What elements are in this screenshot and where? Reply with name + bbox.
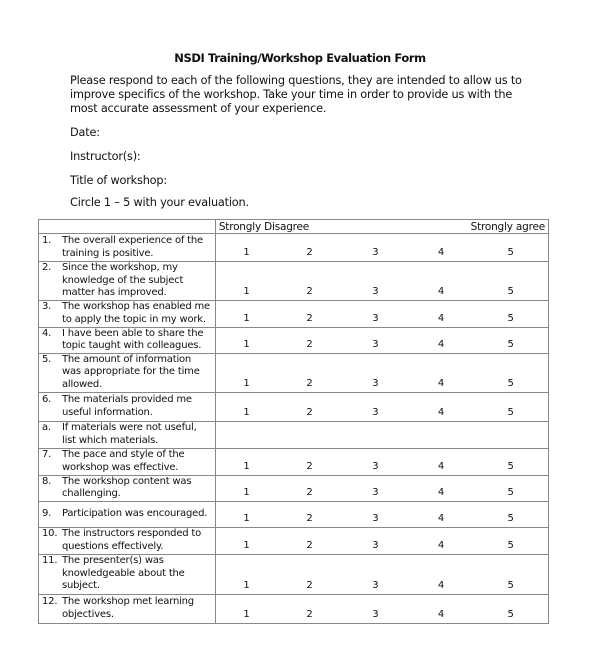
question-text: Since the workshop, my knowledge of the subject matter has improved. — [62, 262, 184, 298]
rating-option-4[interactable]: 4 — [437, 460, 445, 472]
rating-option-2[interactable]: 2 — [306, 579, 313, 591]
rating-option-5[interactable]: 5 — [473, 501, 548, 527]
rating-option-1[interactable]: 1 — [243, 460, 250, 472]
question-text: The workshop content was challenging. — [62, 475, 192, 499]
question-number: 5. — [42, 353, 52, 365]
question-cell — [39, 594, 216, 623]
rating-option-5[interactable]: 5 — [473, 300, 548, 327]
table-row — [39, 353, 549, 392]
rating-option-2[interactable]: 2 — [306, 377, 313, 389]
question-number: 11. — [42, 555, 58, 567]
rating-option-3[interactable]: 3 — [372, 377, 379, 389]
intro-text: Please respond to each of the following questions, they are intended to allow us to improve specifics of the workshop. Take your time in order to provide us with the most accurate assessment of your experience. — [70, 74, 522, 115]
rating-option-1[interactable]: 1 — [243, 608, 250, 620]
rating-option-4[interactable]: 4 — [437, 285, 445, 297]
question-number: 4. — [42, 327, 52, 339]
rating-option-5[interactable]: 5 — [473, 234, 548, 262]
question-number: 1. — [42, 235, 52, 246]
rating-option-1[interactable]: 1 — [243, 579, 250, 591]
question-number: 7. — [42, 449, 52, 460]
question-cell — [39, 554, 216, 594]
question-text: The workshop met learning objectives. — [62, 596, 194, 620]
rating-option-2[interactable]: 2 — [306, 539, 313, 551]
table-row — [39, 448, 549, 475]
question-cell — [39, 475, 216, 501]
date-field: Date: — [70, 126, 100, 139]
rating-option-1[interactable]: 1 — [243, 512, 250, 524]
rating-option-3[interactable]: 3 — [372, 486, 379, 498]
rating-option-4[interactable]: 4 — [437, 608, 445, 620]
question-number: 9. — [42, 507, 52, 519]
rating-option-5[interactable]: 5 — [473, 327, 548, 353]
table-row — [39, 501, 549, 527]
question-cell — [39, 353, 216, 392]
rating-option-2[interactable]: 2 — [306, 512, 313, 524]
table-row — [39, 392, 549, 421]
rating-option-4[interactable]: 4 — [437, 247, 445, 258]
rating-option-1[interactable]: 1 — [243, 539, 250, 551]
rating-option-5[interactable]: 5 — [473, 475, 548, 501]
rating-option-2[interactable]: 2 — [306, 312, 313, 324]
rating-option-4[interactable]: 4 — [437, 312, 445, 324]
rating-option-3[interactable]: 3 — [372, 312, 379, 324]
evaluation-table — [38, 219, 549, 624]
rating-option-1[interactable]: 1 — [243, 338, 250, 350]
rating-option-5[interactable]: 5 — [473, 448, 548, 475]
rating-option-2[interactable]: 2 — [306, 285, 313, 297]
table-row — [39, 421, 549, 448]
workshop-title-field: Title of workshop: — [70, 174, 167, 187]
rating-option-5[interactable]: 5 — [473, 527, 548, 554]
rating-option-2[interactable]: 2 — [306, 406, 313, 418]
table-header-row — [39, 220, 549, 234]
strongly-disagree-label: Strongly Disagree — [215, 220, 408, 234]
rating-option-2[interactable]: 2 — [306, 486, 313, 498]
table-row — [39, 527, 549, 554]
rating-option-5[interactable]: 5 — [473, 262, 548, 301]
question-text: I have been able to share the topic taught with colleagues. — [62, 327, 204, 351]
rating-option-2[interactable]: 2 — [306, 247, 313, 258]
rating-option-4[interactable]: 4 — [437, 512, 445, 524]
question-number: 10. — [42, 528, 58, 539]
instructor-field: Instructor(s): — [70, 150, 141, 163]
rating-option-1[interactable]: 1 — [243, 285, 250, 297]
strongly-agree-label: Strongly agree — [409, 220, 549, 234]
question-cell — [39, 392, 216, 421]
rating-option-2[interactable]: 2 — [306, 338, 313, 350]
rating-option-1[interactable]: 1 — [243, 247, 250, 258]
question-cell — [39, 262, 216, 301]
rating-option-1[interactable]: 1 — [243, 486, 250, 498]
table-row — [39, 262, 549, 301]
question-text: If materials were not useful, list which materials. — [62, 422, 197, 446]
rating-option-2[interactable]: 2 — [306, 608, 313, 620]
rating-option-3[interactable]: 3 — [372, 539, 379, 551]
table-row — [39, 594, 549, 623]
question-cell — [39, 421, 216, 448]
rating-option-3[interactable]: 3 — [372, 338, 379, 350]
rating-option-5[interactable]: 5 — [473, 392, 548, 421]
rating-option-1[interactable]: 1 — [243, 406, 250, 418]
table-row — [39, 554, 549, 594]
question-text: The pace and style of the workshop was effective. — [62, 449, 185, 473]
rating-option-4[interactable]: 4 — [437, 539, 445, 551]
empty-rating-cell — [215, 421, 548, 448]
table-row — [39, 300, 549, 327]
rating-option-3[interactable]: 3 — [372, 460, 379, 472]
rating-option-3[interactable]: 3 — [372, 579, 379, 591]
rating-option-3[interactable]: 3 — [372, 247, 379, 258]
rating-option-5[interactable]: 5 — [473, 594, 548, 623]
question-cell — [39, 300, 216, 327]
question-cell — [39, 501, 216, 527]
rating-option-3[interactable]: 3 — [372, 406, 379, 418]
rating-option-3[interactable]: 3 — [372, 608, 379, 620]
question-text: The overall experience of the training is positive. — [62, 235, 203, 259]
question-cell — [39, 448, 216, 475]
rating-option-5[interactable]: 5 — [473, 554, 548, 594]
rating-option-3[interactable]: 3 — [372, 512, 379, 524]
rating-option-4[interactable]: 4 — [437, 406, 445, 418]
rating-option-4[interactable]: 4 — [437, 377, 445, 389]
question-cell — [39, 327, 216, 353]
rating-option-2[interactable]: 2 — [306, 460, 313, 472]
question-text: The workshop has enabled me to apply the topic in my work. — [62, 301, 210, 325]
rating-option-1[interactable]: 1 — [243, 312, 250, 324]
question-text: Participation was encouraged. — [62, 507, 208, 519]
rating-option-4[interactable]: 4 — [437, 486, 445, 498]
question-number: 8. — [42, 475, 52, 487]
question-text: The amount of information was appropriate for the time allowed. — [62, 353, 200, 390]
rating-option-5[interactable]: 5 — [473, 353, 548, 392]
rating-option-3[interactable]: 3 — [372, 285, 379, 297]
question-number: 2. — [42, 262, 52, 273]
table-row — [39, 327, 549, 353]
form-title: NSDI Training/Workshop Evaluation Form — [174, 51, 426, 65]
table-row — [39, 234, 549, 262]
instruction-text: Circle 1 – 5 with your evaluation. — [70, 196, 249, 209]
question-cell — [39, 234, 216, 262]
table-row — [39, 475, 549, 501]
question-text: The instructors responded to questions effectively. — [62, 528, 202, 552]
question-text: The materials provided me useful information. — [62, 394, 192, 418]
rating-option-1[interactable]: 1 — [243, 377, 250, 389]
question-number: 6. — [42, 394, 52, 405]
question-number: a. — [42, 422, 51, 433]
rating-option-4[interactable]: 4 — [437, 579, 445, 591]
rating-option-4[interactable]: 4 — [437, 338, 445, 350]
question-cell — [39, 527, 216, 554]
question-number: 12. — [42, 596, 58, 607]
question-text: The presenter(s) was knowledgeable about the subject. — [62, 555, 185, 592]
question-number: 3. — [42, 301, 52, 312]
